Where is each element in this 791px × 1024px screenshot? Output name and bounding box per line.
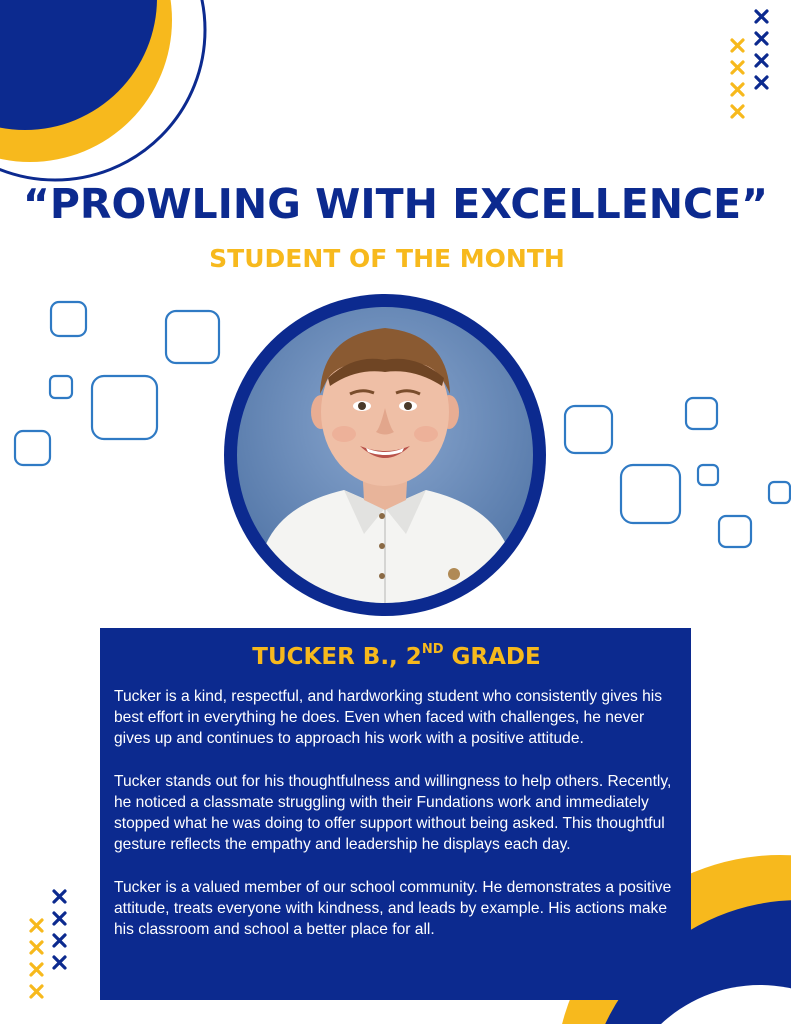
x-marks-top-right bbox=[732, 11, 767, 117]
bio-card bbox=[100, 628, 691, 1000]
bio-paragraph: Tucker stands out for his thoughtfulness and willingness to help others. Recently, he noticed a classmate struggling with their Fundations work and immediately stopped what he was doing to offer support without being asked. This thoughtful gesture reflects the empathy and leadership he displays each day. bbox=[114, 773, 672, 853]
outline-squares-left bbox=[15, 302, 219, 465]
student-name: TUCKER B., 2 bbox=[252, 644, 422, 670]
outline-squares-right bbox=[565, 398, 790, 547]
page-headline: “PROWLING WITH EXCELLENCE” bbox=[22, 180, 769, 228]
bio-paragraph: Tucker is a valued member of our school community. He demonstrates a positive attitude, treats everyone with kindness, and leads by example. His actions make his classroom and school a better place for all. bbox=[114, 879, 672, 938]
x-marks-bottom-left bbox=[31, 891, 65, 997]
student-photo-frame bbox=[224, 294, 546, 616]
page-subheadline: STUDENT OF THE MONTH bbox=[209, 244, 565, 273]
top-left-arc-decoration bbox=[0, 0, 205, 180]
grade-word: GRADE bbox=[443, 644, 541, 670]
bio-paragraph: Tucker is a kind, respectful, and hardworking student who consistently gives his best effort in everything he does. Even when faced with challenges, he never gives up and continues to approach his work with a positive attitude. bbox=[114, 688, 663, 747]
grade-ordinal-suffix: ND bbox=[421, 642, 444, 658]
student-portrait-icon bbox=[224, 294, 546, 616]
student-name-heading bbox=[114, 644, 679, 670]
